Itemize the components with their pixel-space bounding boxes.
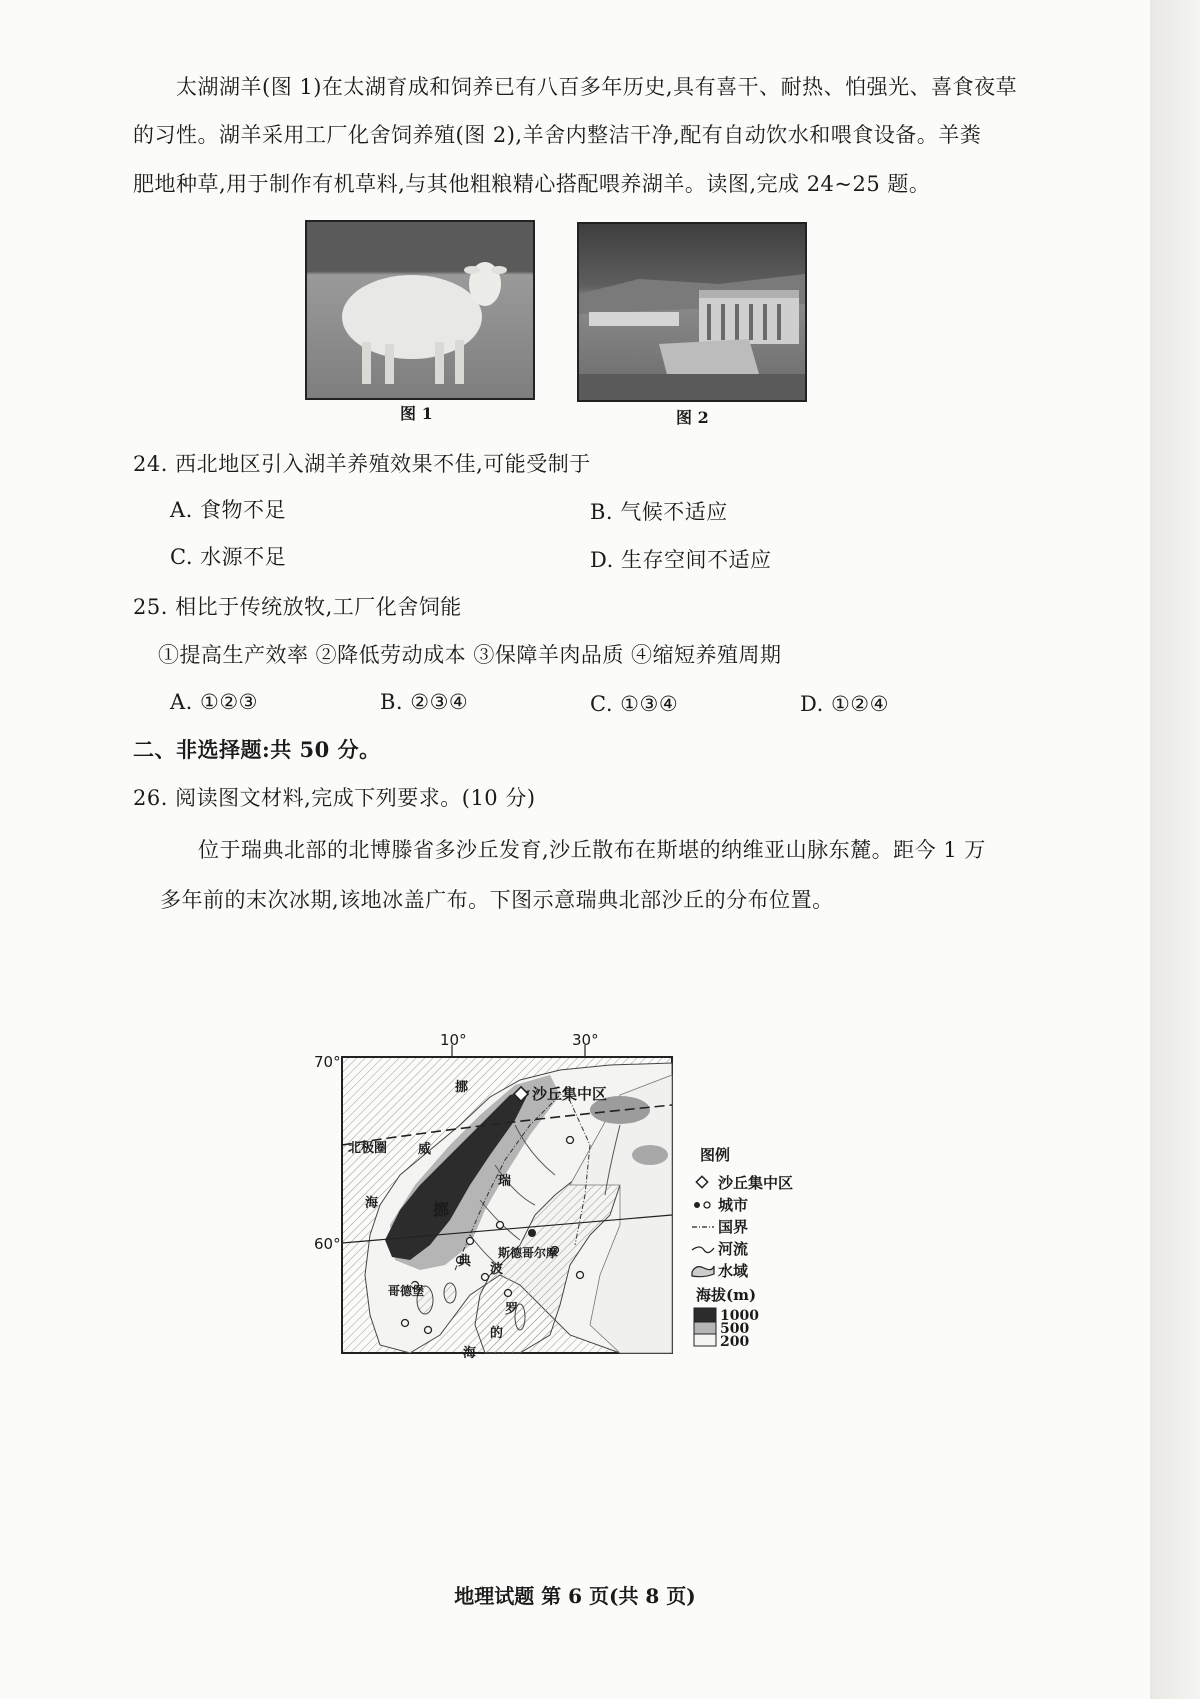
legend-city: 城市 <box>718 1196 749 1214</box>
legend-city-dot-icon <box>694 1202 700 1208</box>
lon-10-label: 10° <box>440 1031 467 1049</box>
section-2-heading: 二、非选择题:共 50 分。 <box>133 737 381 762</box>
gothenburg-label: 哥德堡 <box>388 1284 425 1298</box>
legend-title: 图例 <box>700 1146 731 1164</box>
highland-east-2 <box>632 1145 668 1165</box>
legend-water: 水域 <box>718 1262 749 1280</box>
question-24-stem: 24. 西北地区引入湖羊养殖效果不佳,可能受制于 <box>133 452 591 476</box>
legend-river: 河流 <box>718 1240 749 1258</box>
legend-border: 国界 <box>718 1218 749 1236</box>
stockholm-label: 斯德哥尔摩 <box>498 1246 559 1260</box>
question-25-option-c[interactable]: C. ①③④ <box>590 692 679 716</box>
sea-label: 海 <box>365 1196 379 1211</box>
legend-city-circle-icon <box>704 1202 710 1208</box>
question-25-items: ①提高生产效率 ②降低劳动成本 ③保障羊肉品质 ④缩短养殖周期 <box>158 643 782 667</box>
question-24-option-c[interactable]: C. 水源不足 <box>170 545 287 569</box>
norway-label-4: 威 <box>398 1270 415 1289</box>
intro-line-2: 的习性。湖羊采用工厂化舍饲养殖(图 2),羊舍内整洁干净,配有自动饮水和喂食设备。羊粪 <box>133 123 982 147</box>
legend-500: 500 <box>720 1321 750 1337</box>
figure-2-caption: 图 2 <box>676 408 709 427</box>
legend-1000-swatch <box>694 1308 716 1322</box>
page-edge <box>1150 0 1200 1699</box>
legend-elevation-title: 海拔(m) <box>696 1286 757 1304</box>
figure-1-caption: 图 1 <box>400 404 433 423</box>
question-26-stem: 26. 阅读图文材料,完成下列要求。(10 分) <box>133 786 536 810</box>
arctic-circle-label: 北极圈 <box>348 1141 388 1156</box>
question-25-stem: 25. 相比于传统放牧,工厂化舍饲能 <box>133 595 462 619</box>
question-26-para-2: 多年前的末次冰期,该地冰盖广布。下图示意瑞典北部沙丘的分布位置。 <box>160 888 834 912</box>
legend-water-icon <box>692 1266 714 1277</box>
legend-200: 200 <box>720 1334 750 1350</box>
question-25-option-a[interactable]: A. ①②③ <box>170 690 258 714</box>
question-24-option-b[interactable]: B. 气候不适应 <box>590 500 728 524</box>
farm-illustration <box>579 224 805 400</box>
intro-line-3: 肥地种草,用于制作有机草料,与其他粗粮精心搭配喂养湖羊。读图,完成 24~25 题。 <box>133 172 931 196</box>
sweden-label-1: 瑞 <box>498 1174 512 1189</box>
legend-dune-icon <box>696 1176 707 1187</box>
baltic-label-2: 罗 <box>505 1302 519 1317</box>
norway-label-1: 挪 <box>455 1080 469 1095</box>
sweden-label-2: 典 <box>458 1254 472 1269</box>
question-26-para-1: 位于瑞典北部的北博滕省多沙丘发育,沙丘散布在斯堪的纳维亚山脉东麓。距今 1 万 <box>198 838 986 862</box>
question-25-option-b[interactable]: B. ②③④ <box>380 690 469 714</box>
norway-label-2: 威 <box>418 1142 432 1157</box>
legend-200-swatch <box>694 1334 716 1346</box>
farm-photo <box>577 222 807 402</box>
question-25-option-d[interactable]: D. ①②④ <box>800 692 889 716</box>
baltic-label-1: 波 <box>490 1262 504 1277</box>
sheep-illustration <box>307 222 533 398</box>
question-24-option-d[interactable]: D. 生存空间不适应 <box>590 548 772 572</box>
sheep-photo <box>305 220 535 400</box>
lat-60-label: 60° <box>314 1235 341 1253</box>
legend-dune: 沙丘集中区 <box>718 1174 794 1192</box>
lat-70-label: 70° <box>314 1053 341 1071</box>
lon-30-label: 30° <box>572 1031 599 1049</box>
baltic-label-4: 海 <box>463 1346 477 1361</box>
legend-river-icon <box>692 1247 714 1253</box>
stockholm-dot <box>528 1229 536 1237</box>
legend-1000: 1000 <box>720 1308 759 1324</box>
legend-500-swatch <box>694 1322 716 1334</box>
dune-area-label: 沙丘集中区 <box>532 1085 608 1103</box>
intro-line-1: 太湖湖羊(图 1)在太湖育成和饲养已有八百多年历史,具有喜干、耐热、怕强光、喜食夜草 <box>176 75 1018 99</box>
norway-label-3: 挪 <box>433 1200 450 1219</box>
map-legend <box>690 1140 830 1360</box>
page-footer: 地理试题 第 6 页(共 8 页) <box>454 1584 696 1608</box>
baltic-label-3: 的 <box>490 1326 504 1341</box>
question-24-option-a[interactable]: A. 食物不足 <box>170 498 287 522</box>
